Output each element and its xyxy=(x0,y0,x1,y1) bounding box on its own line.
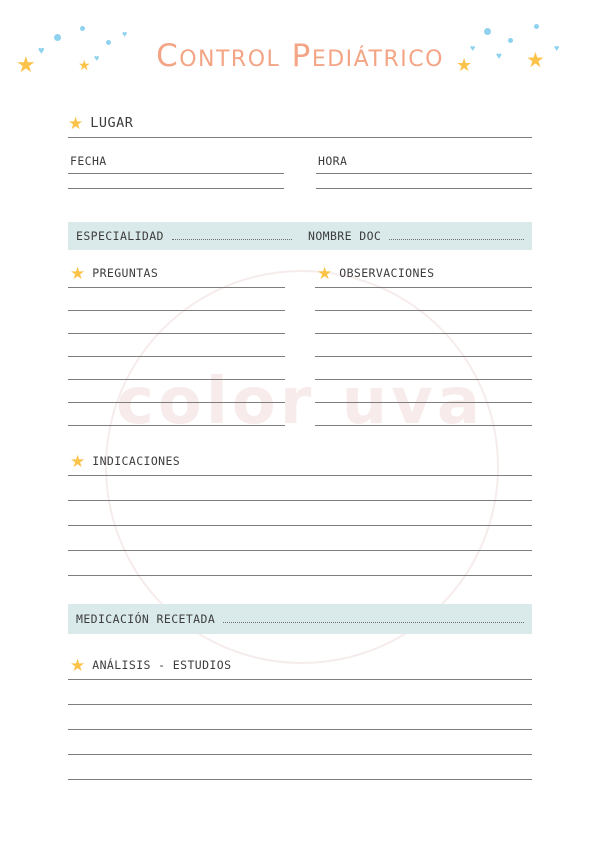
preguntas-label: PREGUNTAS xyxy=(92,265,159,280)
medicacion-field[interactable] xyxy=(68,604,532,634)
star-icon: ★ xyxy=(16,52,36,77)
indicaciones-label: INDICACIONES xyxy=(92,453,181,468)
hora-group xyxy=(316,154,532,189)
fecha-write-line[interactable] xyxy=(68,173,284,174)
preguntas-write-line[interactable] xyxy=(68,287,285,288)
preguntas-write-line[interactable] xyxy=(68,356,285,357)
nombre-doc-label: NOMBRE DOC xyxy=(308,229,382,243)
section-especialidad-doc xyxy=(68,222,532,250)
medicacion-label: MEDICACIÓN RECETADA xyxy=(76,612,216,626)
star-icon: ★ xyxy=(456,55,473,75)
heart-icon: ♥ xyxy=(38,45,45,57)
analisis-write-line[interactable] xyxy=(68,779,532,780)
indicaciones-write-line[interactable] xyxy=(68,500,532,501)
heart-icon: ♥ xyxy=(554,43,560,53)
star-icon: ★ xyxy=(317,264,333,283)
indicaciones-heading xyxy=(68,452,532,469)
watermark-text: color uva xyxy=(115,365,485,439)
confetti-right xyxy=(450,0,590,90)
hora-write-line-2[interactable] xyxy=(316,188,532,189)
observaciones-write-line[interactable] xyxy=(315,356,532,357)
heart-icon: ♥ xyxy=(122,29,128,39)
section-preguntas-observaciones xyxy=(68,264,532,426)
observaciones-column xyxy=(315,264,532,426)
lugar-write-line[interactable] xyxy=(68,137,532,138)
star-icon: ★ xyxy=(70,264,86,283)
dot-icon xyxy=(54,34,61,41)
analisis-write-line[interactable] xyxy=(68,754,532,755)
star-icon: ★ xyxy=(68,114,84,133)
preguntas-heading xyxy=(68,264,285,281)
heart-icon: ♥ xyxy=(94,53,100,63)
star-icon: ★ xyxy=(526,49,545,72)
preguntas-write-line[interactable] xyxy=(68,402,285,403)
hora-write-line[interactable] xyxy=(316,173,532,174)
observaciones-write-line[interactable] xyxy=(315,425,532,426)
lugar-label: LUGAR xyxy=(90,114,134,131)
page-title: Control Pediátrico xyxy=(156,38,444,74)
dot-icon xyxy=(508,38,513,43)
analisis-write-line[interactable] xyxy=(68,729,532,730)
indicaciones-write-line[interactable] xyxy=(68,550,532,551)
especialidad-field[interactable] xyxy=(68,222,300,250)
star-icon: ★ xyxy=(78,57,91,73)
star-icon: ★ xyxy=(70,452,86,471)
preguntas-write-line[interactable] xyxy=(68,333,285,334)
hora-label: HORA xyxy=(318,154,348,168)
section-analisis xyxy=(68,656,532,780)
fecha-group xyxy=(68,154,284,189)
observaciones-write-line[interactable] xyxy=(315,333,532,334)
observaciones-label: OBSERVACIONES xyxy=(339,265,435,280)
fecha-write-line-2[interactable] xyxy=(68,188,284,189)
fecha-label: FECHA xyxy=(70,154,107,168)
section-indicaciones xyxy=(68,452,532,576)
page-header xyxy=(16,0,560,108)
heart-icon: ♥ xyxy=(496,51,502,62)
observaciones-write-line[interactable] xyxy=(315,287,532,288)
especialidad-label: ESPECIALIDAD xyxy=(76,229,164,243)
medicacion-dotted-line[interactable] xyxy=(223,622,524,623)
section-fecha-hora xyxy=(68,154,532,189)
heart-icon: ♥ xyxy=(470,43,476,53)
analisis-write-line[interactable] xyxy=(68,704,532,705)
nombre-doc-dotted-line[interactable] xyxy=(389,239,524,240)
star-icon: ★ xyxy=(70,656,86,675)
dot-icon xyxy=(80,26,85,31)
observaciones-write-line[interactable] xyxy=(315,310,532,311)
especialidad-dotted-line[interactable] xyxy=(172,239,292,240)
dot-icon xyxy=(534,24,539,29)
section-lugar xyxy=(68,114,532,138)
observaciones-write-line[interactable] xyxy=(315,402,532,403)
analisis-heading xyxy=(68,656,532,673)
indicaciones-write-line[interactable] xyxy=(68,575,532,576)
analisis-write-line[interactable] xyxy=(68,679,532,680)
preguntas-write-line[interactable] xyxy=(68,310,285,311)
nombre-doc-field[interactable] xyxy=(300,222,532,250)
preguntas-column xyxy=(68,264,285,426)
observaciones-write-line[interactable] xyxy=(315,379,532,380)
preguntas-write-line[interactable] xyxy=(68,425,285,426)
analisis-label: ANÁLISIS - ESTUDIOS xyxy=(92,657,232,672)
lugar-heading xyxy=(68,114,532,131)
indicaciones-write-line[interactable] xyxy=(68,525,532,526)
preguntas-write-line[interactable] xyxy=(68,379,285,380)
dot-icon xyxy=(484,28,491,35)
indicaciones-write-line[interactable] xyxy=(68,475,532,476)
observaciones-heading xyxy=(315,264,532,281)
